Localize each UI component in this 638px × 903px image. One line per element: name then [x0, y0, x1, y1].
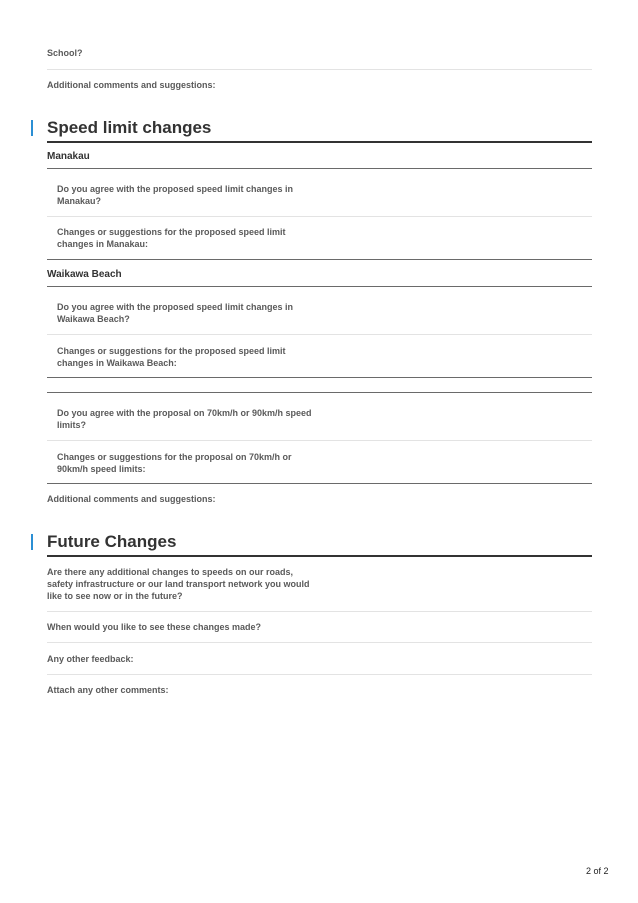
rural-speed-agree-question	[57, 407, 312, 431]
manakau-changes-question	[57, 226, 286, 250]
page-number: 2 of 2	[586, 866, 609, 876]
section-title-future-changes: Future Changes	[47, 532, 177, 551]
divider	[47, 642, 592, 643]
section-divider	[47, 555, 592, 557]
divider	[47, 611, 592, 612]
divider	[47, 674, 592, 675]
subheading-divider	[47, 168, 592, 169]
manakau-agree-line2: Manakau?	[57, 196, 102, 206]
rural-agree-line1: Do you agree with the proposal on 70km/h or 90km/h speed	[57, 408, 312, 418]
future-additional-line2: safety infrastructure or our land transport network you would	[47, 579, 310, 589]
waikawa-changes-line1: Changes or suggestions for the proposed speed limit	[57, 346, 286, 356]
divider	[47, 334, 592, 335]
rural-speed-changes-question	[57, 451, 292, 475]
waikawa-changes-question	[57, 345, 286, 369]
rural-agree-line2: limits?	[57, 420, 87, 430]
subheading-divider	[47, 286, 592, 287]
future-when-question: When would you like to see these changes made?	[47, 622, 262, 632]
section-accent-bar	[31, 120, 33, 136]
rural-changes-line1: Changes or suggestions for the proposal on 70km/h or	[57, 452, 292, 462]
divider	[47, 69, 592, 70]
future-attach-question: Attach any other comments:	[47, 685, 169, 695]
subheading-waikawa-beach: Waikawa Beach	[47, 269, 122, 280]
subsection-divider	[47, 377, 592, 378]
speed-additional-comments-question: Additional comments and suggestions:	[47, 494, 216, 504]
subheading-divider	[47, 392, 592, 393]
waikawa-agree-question	[57, 301, 293, 325]
waikawa-agree-line2: Waikawa Beach?	[57, 314, 130, 324]
subheading-manakau: Manakau	[47, 151, 90, 162]
future-additional-changes-question	[47, 566, 310, 602]
subsection-divider	[47, 259, 592, 260]
manakau-agree-line1: Do you agree with the proposed speed limit changes in	[57, 184, 294, 194]
divider	[47, 216, 592, 217]
divider	[47, 440, 592, 441]
rural-changes-line2: 90km/h speed limits:	[57, 464, 146, 474]
future-additional-line1: Are there any additional changes to speeds on our roads,	[47, 567, 294, 577]
future-additional-line3: like to see now or in the future?	[47, 591, 183, 601]
subsection-divider	[47, 483, 592, 484]
manakau-changes-line2: changes in Manakau:	[57, 239, 149, 249]
manakau-changes-line1: Changes or suggestions for the proposed speed limit	[57, 227, 286, 237]
section-title-speed-limit: Speed limit changes	[47, 118, 212, 137]
future-other-feedback-question: Any other feedback:	[47, 654, 134, 664]
section-accent-bar	[31, 534, 33, 550]
additional-comments-question: Additional comments and suggestions:	[47, 80, 216, 90]
waikawa-agree-line1: Do you agree with the proposed speed limit changes in	[57, 302, 294, 312]
manakau-agree-question	[57, 183, 293, 207]
school-question: School?	[47, 48, 83, 58]
section-divider	[47, 141, 592, 143]
waikawa-changes-line2: changes in Waikawa Beach:	[57, 358, 177, 368]
